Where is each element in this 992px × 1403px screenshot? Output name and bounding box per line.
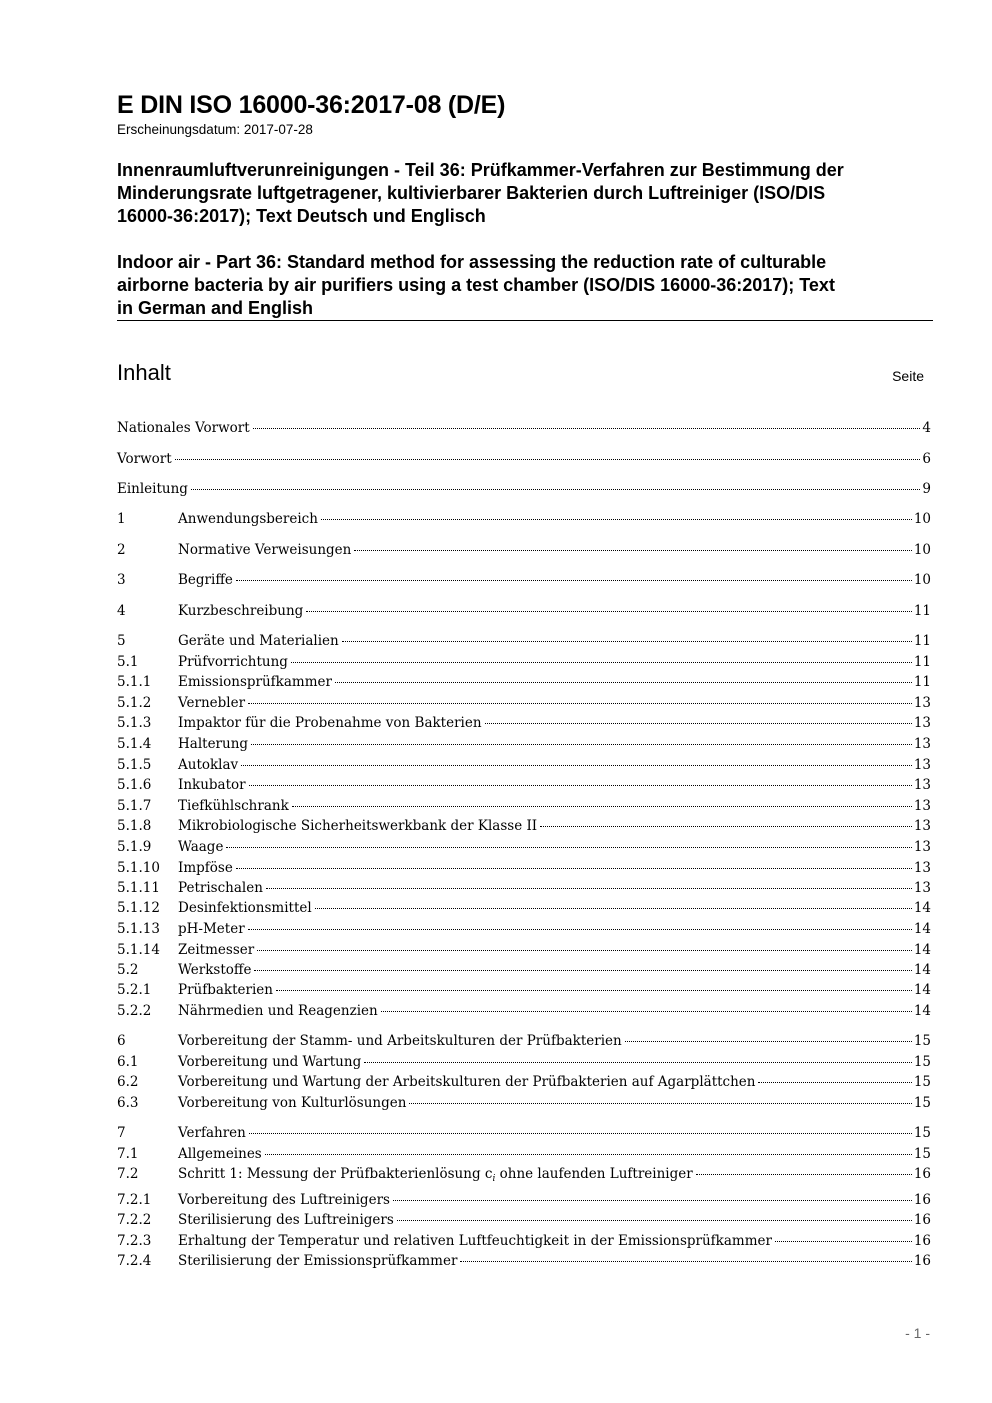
toc-dot-leader — [625, 1040, 912, 1042]
toc-entry-page: 11 — [913, 654, 931, 670]
toc-entry[interactable] — [117, 672, 931, 692]
toc-entry-title: Verfahren — [178, 1125, 246, 1141]
toc-entry-number: 5.1.6 — [117, 777, 152, 793]
toc-entry-title: Vorbereitung des Luftreinigers — [178, 1192, 390, 1208]
toc-entry-page: 14 — [913, 962, 931, 978]
toc-entry-title: Sterilisierung der Emissionsprüfkammer — [178, 1253, 458, 1269]
toc-entry[interactable] — [117, 509, 931, 529]
toc-entry-number: 5.1 — [117, 654, 139, 670]
toc-dot-leader — [696, 1173, 912, 1175]
toc-dot-leader — [335, 681, 912, 683]
toc-entry-number: 5.1.14 — [117, 942, 160, 958]
toc-entry-title: Begriffe — [178, 572, 233, 588]
toc-dot-leader — [397, 1219, 912, 1221]
toc-entry[interactable] — [117, 570, 931, 590]
toc-entry-number: 7.2 — [117, 1166, 139, 1182]
toc-entry-title: Petrischalen — [178, 880, 263, 896]
toc-entry[interactable] — [117, 479, 931, 499]
toc-entry[interactable] — [117, 837, 931, 857]
toc-entry-page: 16 — [913, 1233, 931, 1249]
toc-entry[interactable] — [117, 631, 931, 651]
toc-entry-title: Emissionsprüfkammer — [178, 674, 332, 690]
english-title-line: in German and English — [117, 298, 314, 318]
toc-entry-page: 15 — [913, 1125, 931, 1141]
toc-entry[interactable] — [117, 652, 931, 672]
toc-entry[interactable] — [117, 1251, 931, 1271]
toc-entry[interactable] — [117, 898, 931, 918]
toc-entry-page: 14 — [913, 942, 931, 958]
toc-entry-page: 13 — [913, 839, 931, 855]
toc-entry-page: 13 — [913, 736, 931, 752]
toc-entry-page: 16 — [913, 1166, 931, 1182]
toc-entry[interactable] — [117, 1072, 931, 1092]
toc-dot-leader — [175, 458, 921, 460]
toc-entry-number: 5.1.5 — [117, 757, 152, 773]
toc-dot-leader — [342, 640, 912, 642]
toc-page-label: Seite — [892, 368, 924, 384]
toc-entry-page: 13 — [913, 860, 931, 876]
toc-entry[interactable] — [117, 960, 931, 980]
toc-entry[interactable] — [117, 418, 931, 438]
toc-entry-number: 5.2.1 — [117, 982, 152, 998]
german-title-line: Innenraumluftverunreinigungen - Teil 36: Prüfkammer-Verfahren zur Bestimmung der — [117, 160, 844, 180]
toc-dot-leader — [236, 579, 912, 581]
toc-entry[interactable] — [117, 693, 931, 713]
toc-entry-title: Desinfektionsmittel — [178, 900, 312, 916]
toc-entry-page: 14 — [913, 1003, 931, 1019]
toc-entry-number: 5.1.11 — [117, 880, 160, 896]
toc-entry-number: 6.2 — [117, 1074, 139, 1090]
toc-entry-page: 15 — [913, 1146, 931, 1162]
toc-entry[interactable] — [117, 1210, 931, 1230]
toc-entry-title: Schritt 1: Messung der Prüfbakterienlösung $c_i$ ohne laufenden Luftreiniger — [178, 1166, 693, 1184]
toc-entry-number: 6 — [117, 1033, 126, 1049]
toc-entry-number: 6.3 — [117, 1095, 139, 1111]
toc-entry-page: 4 — [922, 420, 931, 436]
toc-dot-leader — [254, 969, 911, 971]
toc-entry-title: Prüfvorrichtung — [178, 654, 288, 670]
toc-dot-leader — [276, 989, 912, 991]
toc-entry-title: Allgemeines — [178, 1146, 262, 1162]
toc-dot-leader — [291, 661, 912, 663]
toc-dot-leader — [758, 1081, 911, 1083]
toc-entry-number: 5.1.8 — [117, 818, 152, 834]
english-title-line: airborne bacteria by air purifiers using a test chamber (ISO/DIS 16000-36:2017); Text — [117, 275, 835, 295]
toc-entry-title: Halterung — [178, 736, 249, 752]
toc-entry-number: 5 — [117, 633, 126, 649]
toc-entry-page: 15 — [913, 1074, 931, 1090]
toc-entry-number: 5.1.3 — [117, 715, 152, 731]
toc-entry[interactable] — [117, 1164, 931, 1184]
toc-dot-leader — [236, 867, 912, 869]
toc-entry-page: 13 — [913, 695, 931, 711]
toc-entry-title: Nationales Vorwort — [117, 420, 250, 436]
toc-entry-page: 15 — [913, 1054, 931, 1070]
toc-entry-title: Tiefkühlschrank — [178, 798, 289, 814]
page-number: - 1 - — [905, 1325, 930, 1341]
toc-dot-leader — [249, 1132, 912, 1134]
toc-entry-number: 4 — [117, 603, 126, 619]
toc-entry[interactable] — [117, 734, 931, 754]
toc-dot-leader — [248, 702, 912, 704]
toc-entry[interactable] — [117, 1231, 931, 1251]
toc-entry[interactable] — [117, 1052, 931, 1072]
toc-dot-leader — [251, 743, 912, 745]
toc-entry-title: Kurzbeschreibung — [178, 603, 304, 619]
toc-entry-page: 13 — [913, 798, 931, 814]
toc-entry-page: 13 — [913, 757, 931, 773]
toc-entry-number: 5.1.12 — [117, 900, 160, 916]
toc-entry-title: Vorbereitung und Wartung — [178, 1054, 362, 1070]
toc-entry-page: 15 — [913, 1033, 931, 1049]
toc-entry-number: 5.1.7 — [117, 798, 152, 814]
toc-entry-page: 14 — [913, 900, 931, 916]
toc-dot-leader — [266, 887, 912, 889]
toc-entry-title: pH-Meter — [178, 921, 245, 937]
toc-entry-number: 1 — [117, 511, 126, 527]
toc-entry[interactable] — [117, 940, 931, 960]
toc-entry[interactable] — [117, 816, 931, 836]
toc-entry[interactable] — [117, 980, 931, 1000]
toc-entry-page: 14 — [913, 921, 931, 937]
toc-entry[interactable] — [117, 1031, 931, 1051]
toc-dot-leader — [253, 427, 921, 429]
toc-entry-title: Geräte und Materialien — [178, 633, 339, 649]
toc-entry-title: Sterilisierung des Luftreinigers — [178, 1212, 394, 1228]
toc-dot-leader — [241, 764, 912, 766]
toc-entry-page: 10 — [913, 572, 931, 588]
toc-dot-leader — [315, 907, 912, 909]
toc-entry-page: 9 — [922, 481, 931, 497]
german-title — [117, 159, 937, 228]
toc-entry-page: 16 — [913, 1192, 931, 1208]
toc-entry-title: Zeitmesser — [178, 942, 255, 958]
toc-entry-page: 16 — [913, 1253, 931, 1269]
toc-entry-number: 7.1 — [117, 1146, 139, 1162]
toc-entry[interactable] — [117, 755, 931, 775]
toc-entry-title: Normative Verweisungen — [178, 542, 352, 558]
toc-entry-title: Waage — [178, 839, 224, 855]
toc-entry-number: 3 — [117, 572, 126, 588]
toc-entry[interactable] — [117, 1123, 931, 1143]
toc-entry[interactable] — [117, 713, 931, 733]
toc-entry-number: 5.1.9 — [117, 839, 152, 855]
toc-entry-page: 10 — [913, 542, 931, 558]
english-title — [117, 251, 937, 320]
toc-entry[interactable] — [117, 775, 931, 795]
toc-entry[interactable] — [117, 878, 931, 898]
toc-entry-page: 6 — [922, 451, 931, 467]
toc-entry-number: 7.2.4 — [117, 1253, 152, 1269]
toc-entry[interactable] — [117, 1001, 931, 1021]
toc-entry-number: 7.2.1 — [117, 1192, 152, 1208]
toc-entry-title: Werkstoffe — [178, 962, 252, 978]
toc-dot-leader — [249, 784, 912, 786]
toc-dot-leader — [306, 610, 912, 612]
toc-heading: Inhalt — [117, 360, 171, 385]
toc-entry[interactable] — [117, 449, 931, 469]
toc-entry-page: 14 — [913, 982, 931, 998]
toc-entry-page: 13 — [913, 715, 931, 731]
toc-entry[interactable] — [117, 601, 931, 621]
toc-entry[interactable] — [117, 858, 931, 878]
toc-dot-leader — [381, 1010, 912, 1012]
toc-entry-page: 11 — [913, 633, 931, 649]
toc-entry-title: Prüfbakterien — [178, 982, 273, 998]
toc-dot-leader — [393, 1199, 912, 1201]
toc-entry-title: Einleitung — [117, 481, 188, 497]
toc-entry[interactable] — [117, 1144, 931, 1164]
toc-entry[interactable] — [117, 919, 931, 939]
toc-dot-leader — [775, 1240, 912, 1242]
toc-entry-title: Nährmedien und Reagenzien — [178, 1003, 378, 1019]
toc-entry-page: 11 — [913, 603, 931, 619]
toc-dot-leader — [265, 1153, 912, 1155]
toc-entry-number: 2 — [117, 542, 126, 558]
toc-entry-number: 5.1.2 — [117, 695, 152, 711]
toc-dot-leader — [540, 825, 912, 827]
toc-entry-page: 13 — [913, 777, 931, 793]
toc-entry-page: 15 — [913, 1095, 931, 1111]
toc-entry[interactable] — [117, 796, 931, 816]
toc-entry[interactable] — [117, 540, 931, 560]
toc-entry-number: 7.2.2 — [117, 1212, 152, 1228]
toc-entry-number: 6.1 — [117, 1054, 139, 1070]
document-id: E DIN ISO 16000-36:2017-08 (D/E) — [117, 91, 506, 119]
toc-entry-title: Vernebler — [178, 695, 246, 711]
toc-entry-title: Anwendungsbereich — [178, 511, 318, 527]
toc-dot-leader — [292, 805, 912, 807]
toc-dot-leader — [409, 1102, 911, 1104]
toc-entry-page: 11 — [913, 674, 931, 690]
toc-entry-number: 5.2.2 — [117, 1003, 152, 1019]
toc-dot-leader — [485, 722, 912, 724]
toc-entry-number: 5.2 — [117, 962, 139, 978]
toc-entry-title: Impaktor für die Probenahme von Bakterien — [178, 715, 482, 731]
toc-entry[interactable] — [117, 1190, 931, 1210]
toc-entry-title: Vorbereitung und Wartung der Arbeitskulturen der Prüfbakterien auf Agarplättchen — [178, 1074, 756, 1090]
toc-dot-leader — [226, 846, 911, 848]
toc-dot-leader — [257, 949, 912, 951]
toc-entry-title: Inkubator — [178, 777, 246, 793]
toc-entry-title: Impföse — [178, 860, 233, 876]
toc-entry-title: Vorbereitung von Kulturlösungen — [178, 1095, 407, 1111]
german-title-line: 16000-36:2017); Text Deutsch und Englisch — [117, 206, 486, 226]
english-title-line: Indoor air - Part 36: Standard method for assessing the reduction rate of culturable — [117, 252, 827, 272]
toc-entry-page: 13 — [913, 880, 931, 896]
toc-entry-number: 5.1.13 — [117, 921, 160, 937]
toc-entry-page: 16 — [913, 1212, 931, 1228]
toc-dot-leader — [354, 549, 911, 551]
publication-date: Erscheinungsdatum: 2017-07-28 — [117, 122, 313, 137]
title-divider — [117, 320, 933, 321]
toc-entry-number: 5.1.10 — [117, 860, 160, 876]
german-title-line: Minderungsrate luftgetragener, kultivierbarer Bakterien durch Luftreiniger (ISO/DIS — [117, 183, 826, 203]
toc-entry-title: Erhaltung der Temperatur und relativen Luftfeuchtigkeit in der Emissionsprüfkammer — [178, 1233, 772, 1249]
toc-dot-leader — [191, 488, 920, 490]
toc-dot-leader — [248, 928, 912, 930]
toc-entry-number: 5.1.4 — [117, 736, 152, 752]
toc-entry-number: 5.1.1 — [117, 674, 152, 690]
toc-entry-page: 10 — [913, 511, 931, 527]
toc-dot-leader — [321, 518, 912, 520]
toc-entry[interactable] — [117, 1093, 931, 1113]
toc-entry-number: 7 — [117, 1125, 126, 1141]
toc-dot-leader — [364, 1061, 912, 1063]
toc-dot-leader — [460, 1260, 911, 1262]
toc-entry-title: Vorwort — [117, 451, 172, 467]
toc-entry-title: Vorbereitung der Stamm- und Arbeitskulturen der Prüfbakterien — [178, 1033, 622, 1049]
toc-entry-number: 7.2.3 — [117, 1233, 152, 1249]
toc-entry-title: Mikrobiologische Sicherheitswerkbank der Klasse II — [178, 818, 538, 834]
toc-entry-page: 13 — [913, 818, 931, 834]
toc-entry-title: Autoklav — [178, 757, 239, 773]
